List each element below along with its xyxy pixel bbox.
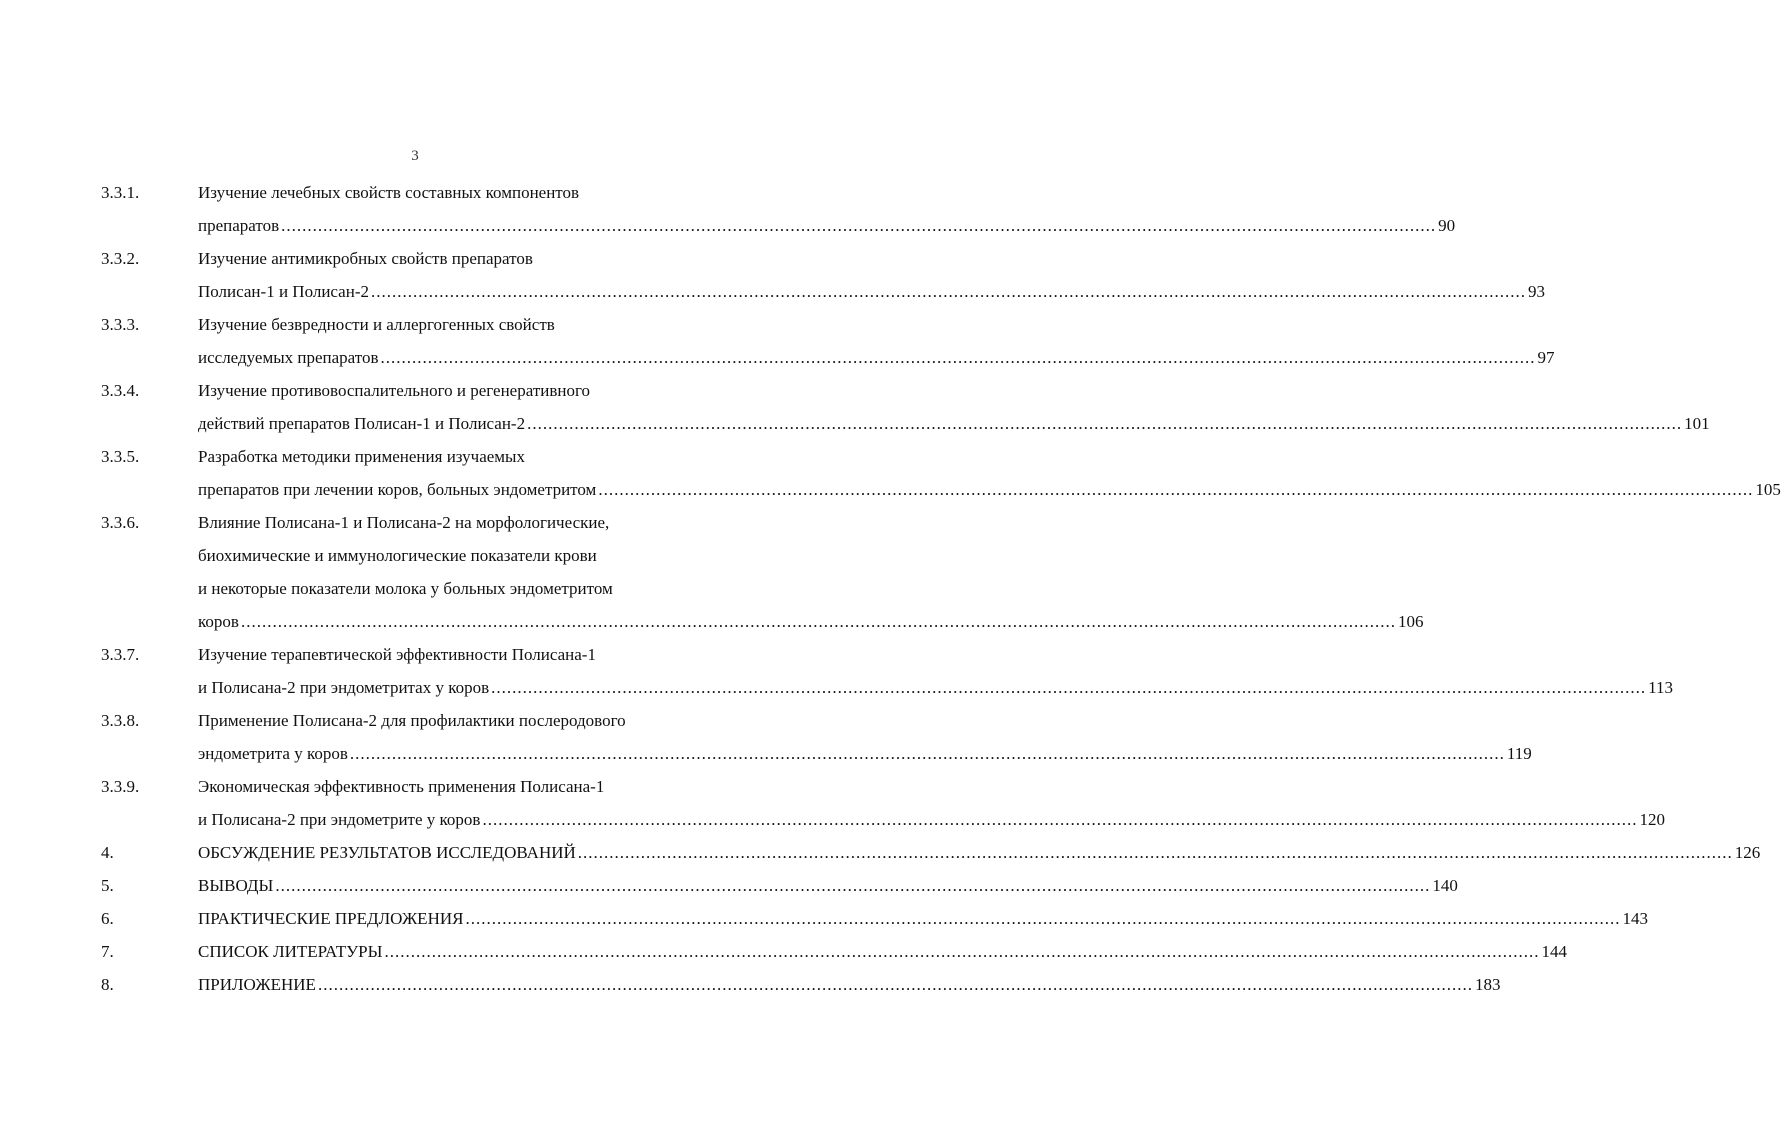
toc-entry-title xyxy=(198,869,1458,902)
dot-leader: ............................................................................................................................................................................................................................ xyxy=(527,414,1683,433)
toc-entry-leader-line xyxy=(198,671,1674,704)
toc-entry-number: 6. xyxy=(101,909,114,928)
toc-entry-title-line: и Полисана-2 при эндометритах у коров xyxy=(198,678,490,697)
toc-entry-leader-line xyxy=(198,902,1648,935)
toc-entry-title-line: коров xyxy=(198,612,239,631)
toc-entry xyxy=(0,968,1501,1001)
toc-entry xyxy=(0,242,1545,308)
toc-entry-title-line: ОБСУЖДЕНИЕ РЕЗУЛЬТАТОВ ИССЛЕДОВАНИЙ xyxy=(198,843,576,862)
toc-entry-number: 3.3.5. xyxy=(101,447,140,466)
toc-entry-title xyxy=(198,374,1710,440)
toc-entry-number: 3.3.7. xyxy=(101,645,140,664)
toc-entry-title xyxy=(198,638,1674,704)
toc-entry-title-line: эндометрита у коров xyxy=(198,744,348,763)
toc-entry xyxy=(0,440,1781,506)
toc-entry-number: 3.3.4. xyxy=(101,381,140,400)
toc-entry-number: 3.3.3. xyxy=(101,315,140,334)
toc-entry-page: 105 xyxy=(1755,480,1781,499)
toc-entry-title xyxy=(198,176,1456,242)
dot-leader: ............................................................................................................................................................................................................................ xyxy=(384,942,1540,961)
toc-entry-page: 126 xyxy=(1734,843,1761,862)
toc-entry xyxy=(0,176,1456,242)
toc-entry-title-line: Изучение противовоспалительного и регенеративного xyxy=(198,381,591,400)
toc-entry xyxy=(0,836,1761,869)
toc-entry-leader-line xyxy=(198,275,1545,308)
toc-entry-title-line: ПРАКТИЧЕСКИЕ ПРЕДЛОЖЕНИЯ xyxy=(198,909,464,928)
toc-entry-number: 5. xyxy=(101,876,114,895)
toc-entry-title-line: ПРИЛОЖЕНИЕ xyxy=(198,975,316,994)
toc-entry-title-line: Влияние Полисана-1 и Полисана-2 на морфологические, xyxy=(198,513,610,532)
toc-entry-title-line: Применение Полисана-2 для профилактики послеродового xyxy=(198,711,626,730)
toc-entry-number: 3.3.6. xyxy=(101,513,140,532)
toc-entry-title xyxy=(198,704,1532,770)
dot-leader: ............................................................................................................................................................................................................................ xyxy=(349,744,1505,763)
toc-entry-title-line: Полисан-1 и Полисан-2 xyxy=(198,282,369,301)
toc-entry-number: 3.3.2. xyxy=(101,249,140,268)
toc-entry xyxy=(0,770,1665,836)
toc-entry-title-line: и Полисана-2 при эндометрите у коров xyxy=(198,810,481,829)
toc-entry xyxy=(0,869,1458,902)
toc-entry xyxy=(0,935,1567,968)
toc-entry-leader-line xyxy=(198,605,1424,638)
toc-entry xyxy=(0,374,1710,440)
toc-entry-title xyxy=(198,242,1545,308)
toc-entry-title-line: СПИСОК ЛИТЕРАТУРЫ xyxy=(198,942,383,961)
toc-entry-title-line: исследуемых препаратов xyxy=(198,348,379,367)
toc-entry-title xyxy=(198,308,1555,374)
toc-entry-number: 3.3.9. xyxy=(101,777,140,796)
dot-leader: ............................................................................................................................................................................................................................ xyxy=(281,216,1437,235)
toc-entry-number: 3.3.8. xyxy=(101,711,140,730)
toc-entry-title-line: Изучение терапевтической эффективности Полисана-1 xyxy=(198,645,596,664)
toc-entry-number: 7. xyxy=(101,942,114,961)
toc-entry-page: 97 xyxy=(1537,348,1555,367)
toc-entry-title-line: Изучение безвредности и аллергогенных свойств xyxy=(198,315,555,334)
toc-entry-title-line: препаратов при лечении коров, больных эндометритом xyxy=(198,480,597,499)
toc-entry-leader-line xyxy=(198,209,1456,242)
toc-entry-title xyxy=(198,902,1648,935)
toc-entry xyxy=(0,638,1674,704)
toc-entry-leader-line xyxy=(198,869,1458,902)
toc-entry-title-line: действий препаратов Полисан-1 и Полисан-2 xyxy=(198,414,526,433)
toc-entry-leader-line xyxy=(198,407,1710,440)
toc-entry-leader-line xyxy=(198,341,1555,374)
toc-entry-page: 140 xyxy=(1432,876,1458,895)
toc-entry-title-line: Изучение лечебных свойств составных компонентов xyxy=(198,183,580,202)
toc-entry-page: 183 xyxy=(1474,975,1501,994)
dot-leader: ............................................................................................................................................................................................................................ xyxy=(598,480,1754,499)
toc-entry-leader-line xyxy=(198,935,1567,968)
dot-leader: ............................................................................................................................................................................................................................ xyxy=(380,348,1536,367)
dot-leader: ............................................................................................................................................................................................................................ xyxy=(317,975,1473,994)
toc-entry-number: 8. xyxy=(101,975,114,994)
dot-leader: ............................................................................................................................................................................................................................ xyxy=(275,876,1431,895)
dot-leader: ............................................................................................................................................................................................................................ xyxy=(465,909,1621,928)
toc-entry-title xyxy=(198,770,1665,836)
toc-entry-title xyxy=(198,968,1501,1001)
dot-leader: ............................................................................................................................................................................................................................ xyxy=(240,612,1396,631)
toc-entry-page: 144 xyxy=(1541,942,1567,961)
toc-entry-leader-line xyxy=(198,836,1761,869)
toc-entry-page: 93 xyxy=(1527,282,1545,301)
toc-entry-leader-line xyxy=(198,473,1781,506)
toc-entry-page: 143 xyxy=(1622,909,1648,928)
dot-leader: ............................................................................................................................................................................................................................ xyxy=(370,282,1526,301)
toc-entry-leader-line xyxy=(198,737,1532,770)
toc-entry xyxy=(0,308,1555,374)
toc-entry xyxy=(0,506,1424,638)
toc-entry-number: 3.3.1. xyxy=(101,183,140,202)
toc-entry-title xyxy=(198,506,1424,638)
toc-entry-number: 4. xyxy=(101,843,114,862)
toc-entry-title-line: биохимические и иммунологические показатели крови xyxy=(198,546,597,565)
toc-entry-title xyxy=(198,836,1761,869)
toc-entry xyxy=(0,704,1532,770)
toc-entry-title-line: и некоторые показатели молока у больных эндометритом xyxy=(198,579,613,598)
toc-entry-title xyxy=(198,935,1567,968)
toc-entry-title-line: Изучение антимикробных свойств препаратов xyxy=(198,249,533,268)
toc-entry-title-line: препаратов xyxy=(198,216,280,235)
toc-entry-title-line: Экономическая эффективность применения Полисана-1 xyxy=(198,777,605,796)
toc-entry-page: 113 xyxy=(1648,678,1674,697)
dot-leader: ............................................................................................................................................................................................................................ xyxy=(482,810,1638,829)
toc-entry xyxy=(0,902,1648,935)
dot-leader: ............................................................................................................................................................................................................................ xyxy=(491,678,1647,697)
toc-entry-title-line: Разработка методики применения изучаемых xyxy=(198,447,525,466)
toc-entry-leader-line xyxy=(198,968,1501,1001)
toc-entry-leader-line xyxy=(198,803,1665,836)
table-of-contents xyxy=(0,176,1781,1001)
toc-entry-page: 101 xyxy=(1684,414,1710,433)
toc-entry-page: 106 xyxy=(1397,612,1424,631)
page-number: 3 xyxy=(411,148,419,164)
toc-entry-page: 120 xyxy=(1639,810,1665,829)
dot-leader: ............................................................................................................................................................................................................................ xyxy=(577,843,1733,862)
toc-entry-title-line: ВЫВОДЫ xyxy=(198,876,274,895)
toc-entry-title xyxy=(198,440,1781,506)
toc-entry-page: 119 xyxy=(1506,744,1532,763)
toc-entry-page: 90 xyxy=(1438,216,1456,235)
